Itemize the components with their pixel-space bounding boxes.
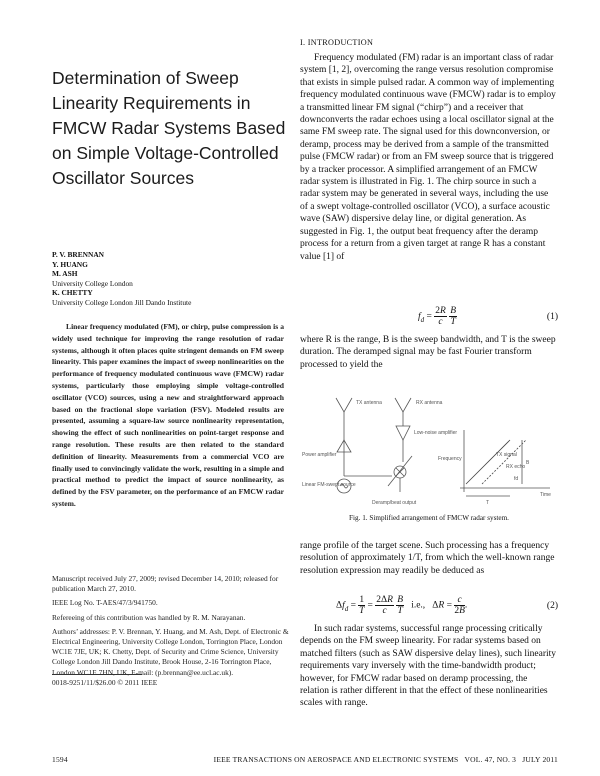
author-name: K. CHETTY [52, 288, 93, 298]
author-name: Y. HUANG [52, 259, 88, 269]
section-heading: I. INTRODUCTION [300, 38, 374, 47]
lna-label: Low-noise amplifier [414, 430, 458, 436]
mixer-icon [394, 466, 406, 492]
refereeing-note: Refereeing of this contribution was handled by R. M. Narayanan. [52, 612, 246, 622]
time-axis-label: Time [540, 492, 551, 498]
rx-echo-label: RX echo [506, 464, 526, 470]
footnotes [52, 574, 290, 682]
intro-paragraph-2: where R is the range, B is the sweep bandwidth, and T is the sweep duration. The deramped signal may be fast Fourier transform processed to yield the [300, 335, 556, 370]
sweep-duration-label: T [486, 500, 490, 506]
figure-caption: Fig. 1. Simplified arrangement of FMCW radar system. [349, 514, 509, 522]
tx-antenna-icon [336, 398, 352, 466]
mixer-output-label: Deramp/beat output [372, 500, 417, 506]
chirp-plot [460, 430, 550, 496]
copyright-rule [52, 674, 142, 675]
received-note: Manuscript received July 27, 2009; revised December 14, 2010; released for publication March 27, 2010. [52, 574, 279, 594]
lna-icon [396, 426, 410, 462]
author-name: P. V. BRENNAN [52, 250, 105, 259]
author-name: M. ASH [52, 269, 78, 279]
equation-number: (1) [546, 312, 558, 322]
equation-number: (2) [546, 601, 558, 611]
vco-label: Linear FM-swept source [302, 482, 356, 488]
beat-frequency-label: fd [514, 476, 519, 482]
paper-title: Determination of Sweep Linearity Requirements in FMCW Radar Systems Based on Simple Voltage-Controlled Oscillator Sources [52, 68, 286, 188]
author-affiliation: University College London [52, 278, 133, 288]
power-amplifier-label: Power amplifier [302, 452, 337, 458]
intro-paragraph-3: range profile of the target scene. Such processing has a frequency resolution of approximately 1/T, from which the well-known range resolution expression may readily be deduced as [300, 541, 555, 576]
page-footer [52, 755, 558, 764]
author-affiliation: University College London Jill Dando Institute [52, 297, 192, 307]
equation-2: $\Delta f_d$ = $\frac{1}{T}$ = $\frac{2\Delta R}{c}$ $\frac{B}{T}$ i.e., ΔR = $\frac{c}{2B}$ . (2) [336, 595, 558, 616]
abstract: Linear frequency modulated (FM), or chirp, pulse compression is a widely used technique for improving the range resolution of radar systems, although it often places quite stringent demands on FM sweep linearity. This paper examines the impact of sweep nonlinearities on the performance of frequency modulated continuous wave (FMCW) radar systems, particularly those employing simple voltage-controlled oscillator (VCO) sources, using a new and straightforward approach based on the fractional slope variation (FSV). Modeled results are presented, assuming a square-law source nonlinearity representation, showing the effect of such nonlinearities on point-target response and range resolution. These results are then related to the standard definition of linearity. Measurements from a commercial VCO are finally used to convincingly validate the work, resulting in a simple and practical method to predict the impact of source nonlinearity, as defined by the FSV parameter, on the performance of an FMCW radar system. [52, 322, 284, 508]
journal-info: IEEE TRANSACTIONS ON AEROSPACE AND ELECTRONIC SYSTEMS VOL. 47, NO. 3 JULY 2011 [213, 755, 558, 764]
figure-1 [300, 380, 558, 510]
equation-1: $f_d$ = $\frac{2R}{c}$ $\frac{B}{T}$ (1) [418, 306, 558, 327]
frequency-axis-label: Frequency [438, 456, 462, 462]
bandwidth-label: B [526, 460, 530, 466]
rx-antenna-label: RX antenna [416, 400, 443, 406]
rx-antenna-icon [395, 398, 411, 426]
intro-paragraph-1: Frequency modulated (FM) radar is an important class of radar system [1, 2], overcoming the range versus resolution compromise that exists in simple pulsed radar. A common way of implementing frequency modulated continuous wave (FMCW) radar is to employ a transmitted linear FM signal (“chirp”) and a receiver that downconverts the radar echoes using a local oscillator signal at the same FM sweep rate. The signal used for this downconversion, or deramp, process may be derived from a sample of the transmitted pulse (FMCW radar) or from an FM sweep source that is triggered by a tracker processor. A simplified arrangement of an FMCW radar system is illustrated in Fig. 1. The chirp source in such a radar system may be generated in several ways, including the use of a swept voltage-controlled oscillator (VCO), a surface acoustic wave (SAW) dispersive delay line, or digital generation. As suggested in Fig. 1, the output beat frequency after the deramp process for a return from a given target at range R has a constant value [1] of [300, 53, 556, 262]
log-note: IEEE Log No. T-AES/47/3/941750. [52, 598, 158, 608]
addresses-note: Authors’ addresses: P. V. Brennan, Y. Huang, and M. Ash, Dept. of Electronic & Electrical Engineering, University College London, Torrington Place, London WC1E 7JE, UK; K. Chetty, Dept. of Security and Crime Science, University College London Jill Dando Institute, Brook House, 2-16 Torrington Place, London WC1E 7HN, UK, E-mail: (p.brennan@ee.ucl.ac.uk). [52, 626, 289, 677]
intro-paragraph-4: In such radar systems, successful range processing critically depends on the FM sweep linearity. For radar systems based on matched filters (such as SAW dispersive delay lines), such linearity requirements vary inversely with the time-bandwidth product; however, for FMCW radar based on deramp processing, the relation is rather different in that the effect of these nonlinearities scales with range. [300, 624, 557, 709]
author-block [52, 250, 292, 308]
tx-antenna-label: TX antenna [356, 400, 382, 406]
tx-signal-label: TX signal [496, 452, 517, 458]
page-number: 1594 [52, 755, 68, 764]
copyright: 0018-9251/11/$26.00 © 2011 IEEE [52, 678, 158, 687]
